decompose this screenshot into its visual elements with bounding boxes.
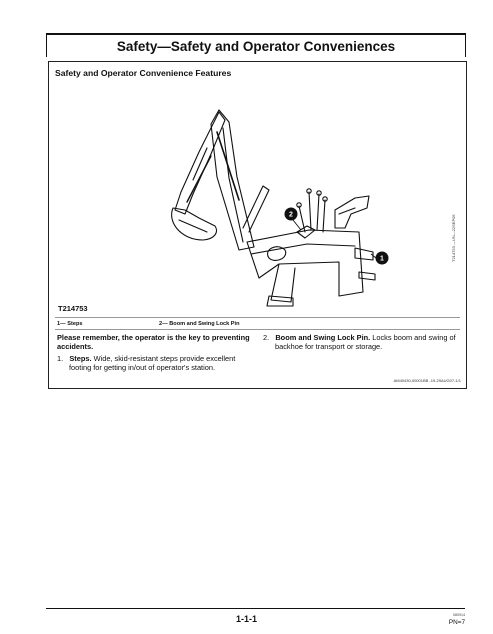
page-number: 1-1-1 <box>236 614 258 624</box>
section-heading: Safety and Operator Convenience Features <box>55 68 232 78</box>
intro-text: Please remember, the operator is the key to preventing accidents. <box>57 333 250 351</box>
item-term: Steps. <box>69 354 92 363</box>
reference-code: AM40430,00001BB -19-29AUG07-1/1 <box>393 378 461 383</box>
legend-item-lock-pin: 2— Boom and Swing Lock Pin <box>159 321 240 327</box>
backhoe-illustration <box>159 82 389 312</box>
item-number: 1. <box>57 354 64 363</box>
left-column <box>57 334 257 376</box>
callout-2: 2 <box>289 211 293 219</box>
item-text: Locks boom and swing of backhoe for transport or storage. <box>275 333 456 351</box>
footer-code: 080914 <box>453 613 465 617</box>
divider <box>55 329 460 330</box>
divider <box>55 317 460 318</box>
item-term: Boom and Swing Lock Pin. <box>275 333 371 342</box>
callout-1: 1 <box>380 255 384 263</box>
footer-pn: PN=7 <box>448 619 465 626</box>
item-text: Wide, skid-resistant steps provide excellent footing for getting in/out of operator's station. <box>69 354 236 372</box>
list-item-steps <box>57 355 257 372</box>
figure-code: T214753 <box>58 304 88 313</box>
legend-item-steps: 1— Steps <box>57 321 83 327</box>
list-item-lock-pin <box>263 334 461 351</box>
side-figure-code: T214753 —UN—22SEP05 <box>451 214 456 262</box>
footer-rule <box>46 608 465 609</box>
right-column <box>263 334 461 355</box>
item-number: 2. <box>263 333 270 342</box>
page-title: Safety—Safety and Operator Conveniences <box>116 39 396 54</box>
content-box <box>48 61 467 389</box>
title-bar <box>46 33 466 57</box>
